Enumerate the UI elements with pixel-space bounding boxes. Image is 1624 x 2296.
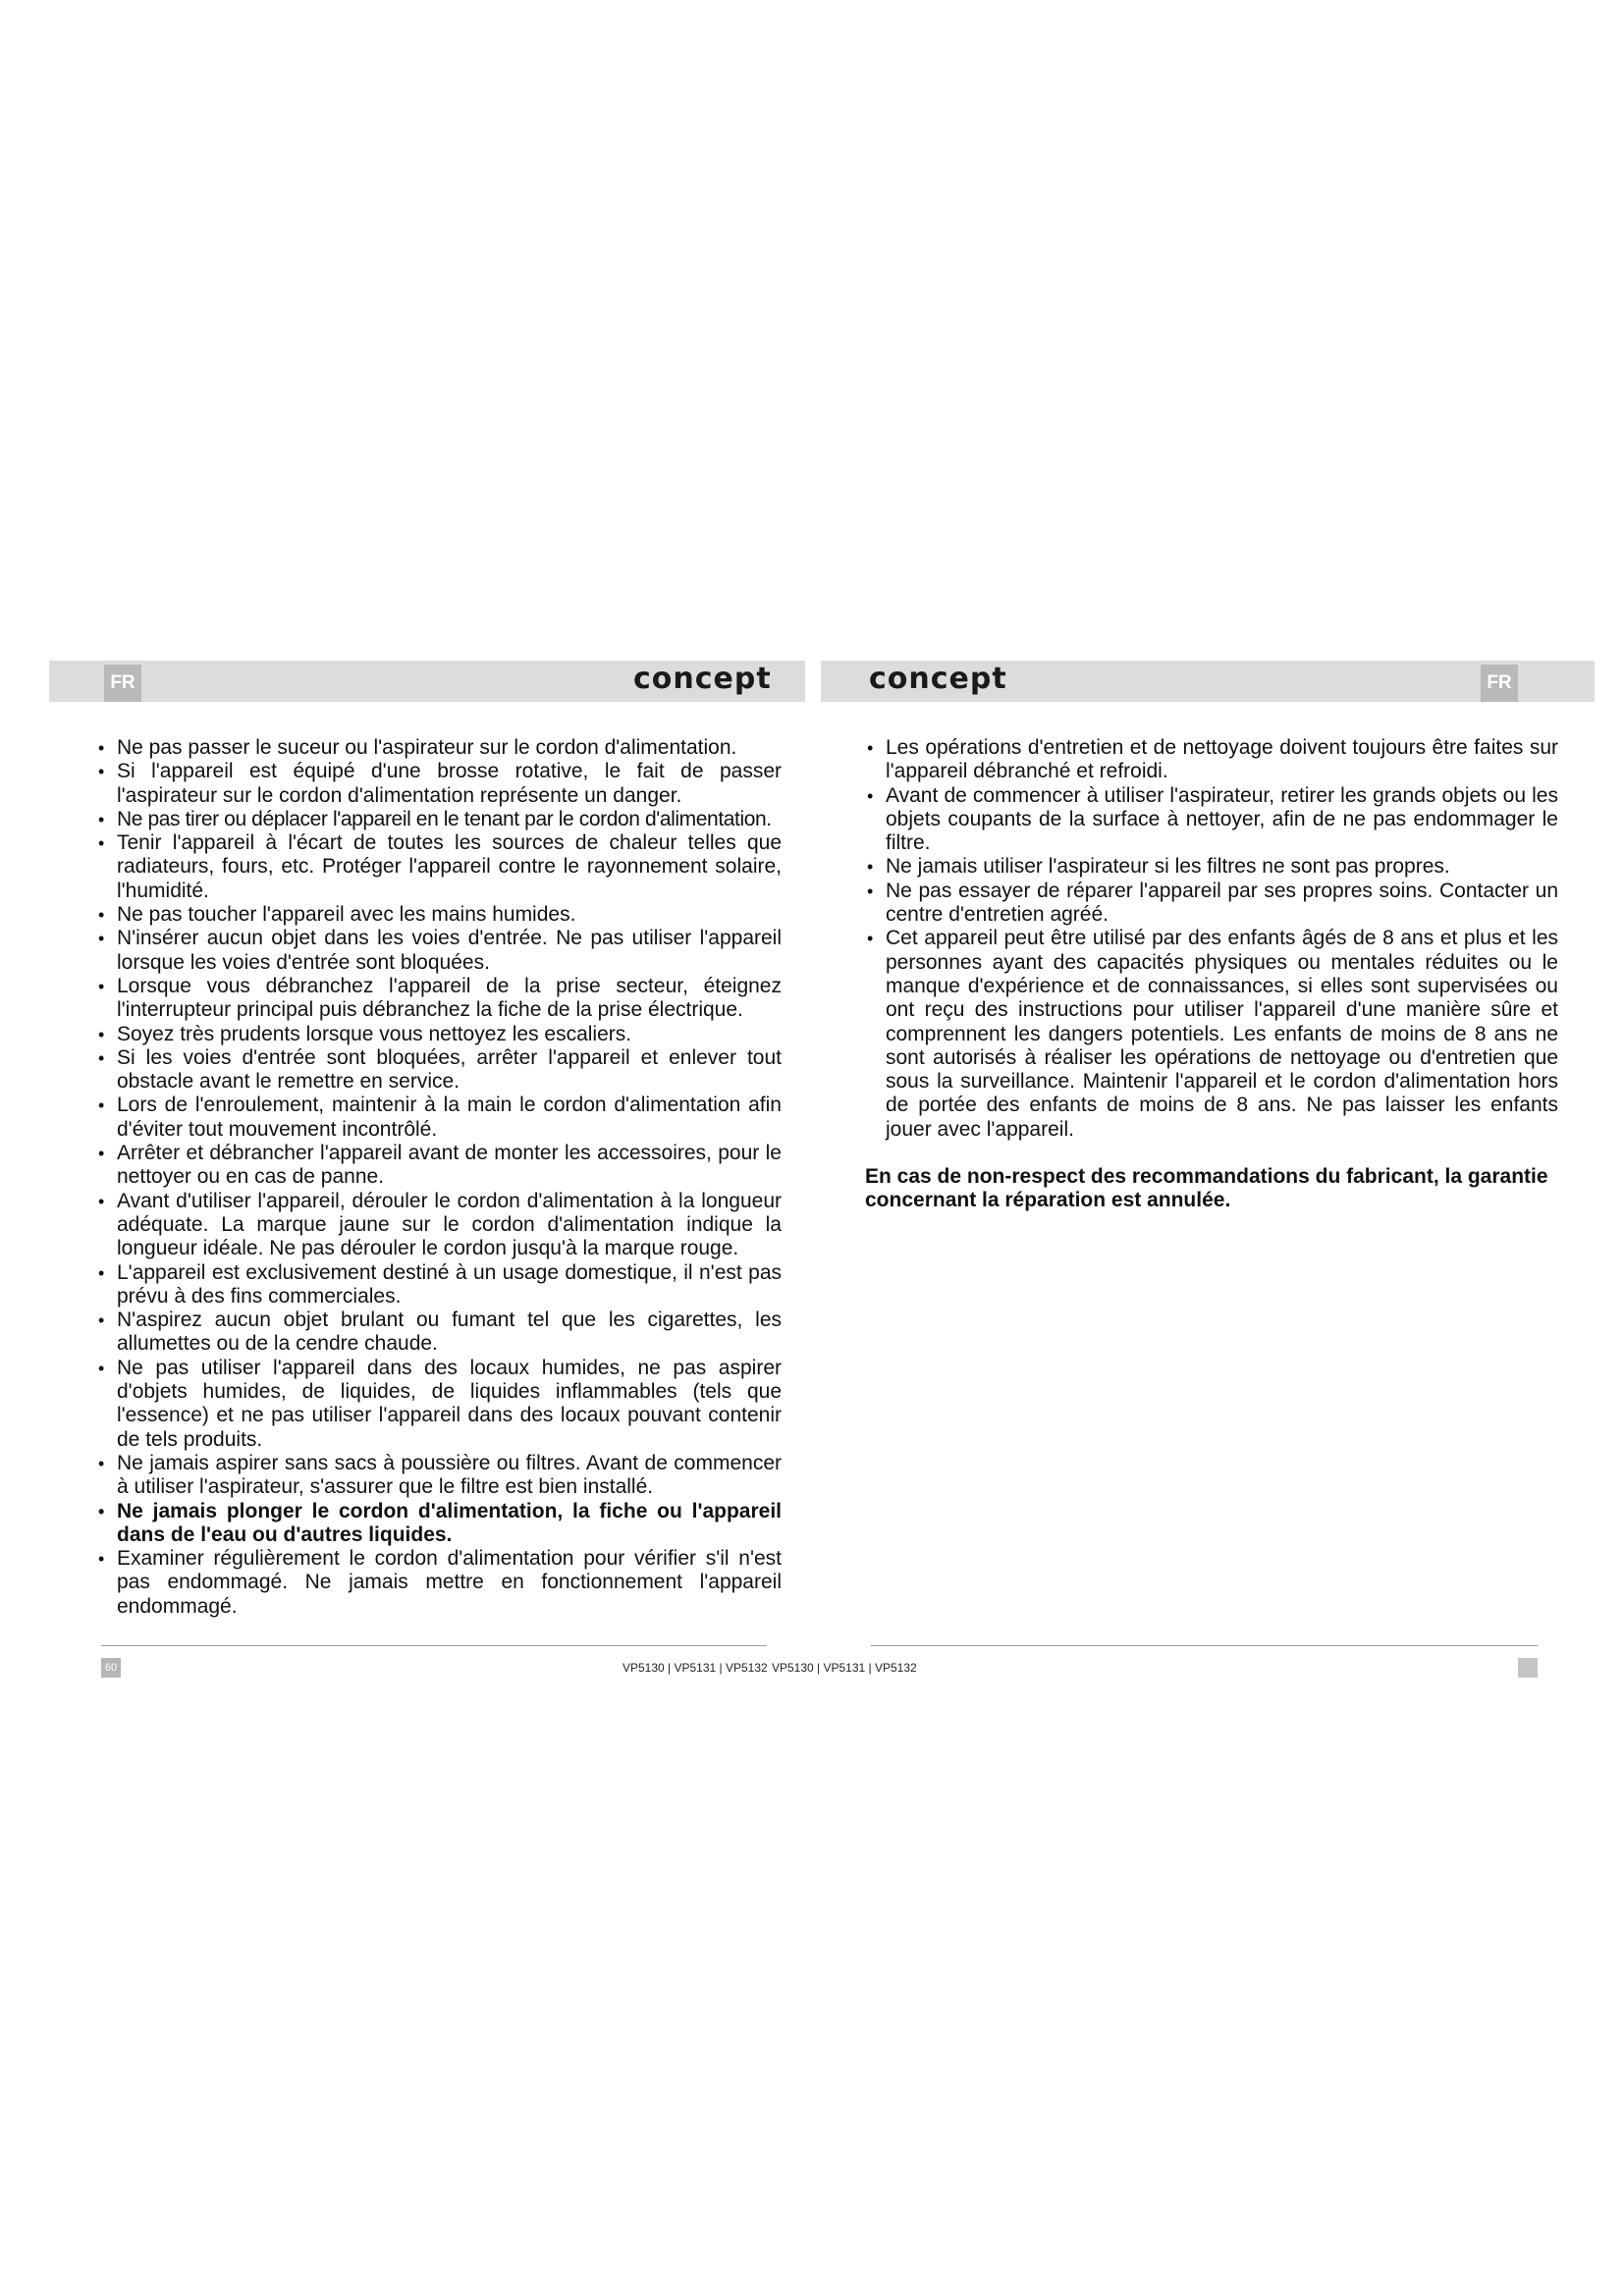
list-item: • Tenir l'appareil à l'écart de toutes les sources de chaleur telles que radiateurs, fours, etc. Protéger l'appareil contre le rayonnement solaire, l'humidité. xyxy=(96,831,782,903)
list-item: • Ne jamais aspirer sans sacs à poussière ou filtres. Avant de commencer à utiliser l'aspirateur, s'assurer que le filtre est bien installé. xyxy=(96,1452,782,1500)
list-item: • Ne pas toucher l'appareil avec les mains humides. xyxy=(96,903,782,927)
list-item: • Soyez très prudents lorsque vous nettoyez les escaliers. xyxy=(96,1023,782,1046)
list-item-bold: • Ne jamais plonger le cordon d'alimentation, la fiche ou l'appareil dans de l'eau ou d'autres liquides. xyxy=(96,1500,782,1548)
model-numbers-right: VP5130 | VP5131 | VP5132 xyxy=(772,1661,917,1675)
left-page-content xyxy=(96,736,782,1619)
brand-logo-right: concept xyxy=(869,662,1007,696)
list-item: • Examiner régulièrement le cordon d'alimentation pour vérifier s'il n'est pas endommagé. Ne jamais mettre en fonctionnement l'appareil endommagé. xyxy=(96,1547,782,1619)
list-item: • Lors de l'enroulement, maintenir à la main le cordon d'alimentation afin d'éviter tout mouvement incontrôlé. xyxy=(96,1094,782,1142)
list-item: • Cet appareil peut être utilisé par des enfants âgés de 8 ans et plus et les personnes ayant des capacités physiques ou mentales réduites ou le manque d'expérience et de connaissances, si elles sont supervisées ou ont reçu des instructions pour utiliser l'appareil d'une manière sûre et comprennent les dangers potentiels. Les enfants de moins de 8 ans ne sont autorisés à réaliser les opérations de nettoyage ou d'entretien que sous la surveillance. Maintenir l'appareil et le cordon d'alimentation hors de portée des enfants de moins de 8 ans. Ne pas laisser les enfants jouer avec l'appareil. xyxy=(865,927,1558,1142)
safety-list-right xyxy=(865,736,1558,1142)
list-item: • Lorsque vous débranchez l'appareil de la prise secteur, éteignez l'interrupteur principal puis débranchez la fiche de la prise électrique. xyxy=(96,975,782,1023)
list-item: • N'insérer aucun objet dans les voies d'entrée. Ne pas utiliser l'appareil lorsque les voies d'entrée sont bloquées. xyxy=(96,927,782,975)
list-item: • Ne pas essayer de réparer l'appareil par ses propres soins. Contacter un centre d'entretien agréé. xyxy=(865,880,1558,928)
list-item: • Les opérations d'entretien et de nettoyage doivent toujours être faites sur l'appareil débranché et refroidi. xyxy=(865,736,1558,784)
list-item: • N'aspirez aucun objet brulant ou fumant tel que les cigarettes, les allumettes ou de la cendre chaude. xyxy=(96,1308,782,1357)
list-item: • Avant de commencer à utiliser l'aspirateur, retirer les grands objets ou les objets coupants de la surface à nettoyer, afin de ne pas endommager le filtre. xyxy=(865,784,1558,856)
list-item: • Avant d'utiliser l'appareil, dérouler le cordon d'alimentation à la longueur adéquate. La marque jaune sur le cordon d'alimentation indique la longueur idéale. Ne pas dérouler le cordon jusqu'à la marque rouge. xyxy=(96,1190,782,1261)
footer-divider-right xyxy=(871,1645,1538,1646)
list-item: • Ne pas utiliser l'appareil dans des locaux humides, ne pas aspirer d'objets humides, de liquides, de liquides inflammables (tels que l'essence) et ne pas utiliser l'appareil dans des locaux pouvant contenir de tels produits. xyxy=(96,1357,782,1452)
language-badge-right: FR xyxy=(1481,665,1518,702)
right-page-content xyxy=(865,736,1558,1213)
list-item: • Si l'appareil est équipé d'une brosse rotative, le fait de passer l'aspirateur sur le cordon d'alimentation représente un danger. xyxy=(96,760,782,808)
model-numbers-left: VP5130 | VP5131 | VP5132 xyxy=(623,1661,768,1675)
brand-logo-left: concept xyxy=(633,662,772,696)
list-item: • Ne pas tirer ou déplacer l'appareil en le tenant par le cordon d'alimentation. xyxy=(96,808,782,831)
list-item: • Ne jamais utiliser l'aspirateur si les filtres ne sont pas propres. xyxy=(865,855,1558,879)
list-item: • L'appareil est exclusivement destiné à un usage domestique, il n'est pas prévu à des fins commerciales. xyxy=(96,1261,782,1309)
warranty-warning: En cas de non-respect des recommandations du fabricant, la garantie concernant la réparation est annulée. xyxy=(865,1165,1548,1212)
page-number: 60 xyxy=(101,1658,121,1678)
footer-divider-left xyxy=(101,1645,767,1646)
list-item: • Arrêter et débrancher l'appareil avant de monter les accessoires, pour le nettoyer ou en cas de panne. xyxy=(96,1142,782,1190)
list-item: • Ne pas passer le suceur ou l'aspirateur sur le cordon d'alimentation. xyxy=(96,736,782,760)
list-item: • Si les voies d'entrée sont bloquées, arrêter l'appareil et enlever tout obstacle avant le remettre en service. xyxy=(96,1046,782,1095)
page-number-marker-right xyxy=(1518,1658,1538,1678)
safety-list-left xyxy=(96,736,782,1619)
language-badge-left: FR xyxy=(104,665,141,702)
